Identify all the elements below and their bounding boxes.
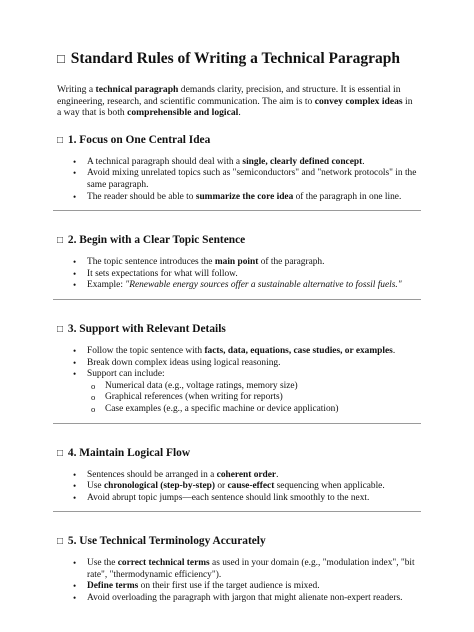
section-focus-central-idea <box>57 134 417 211</box>
item-text: sequencing when applicable. <box>274 481 385 492</box>
section-logical-flow <box>57 447 417 513</box>
section-heading <box>57 447 417 459</box>
item-text: Follow the topic sentence with <box>87 345 205 356</box>
item-text: Avoid abrupt topic jumps—each sentence should link smoothly to the next. <box>87 492 370 503</box>
section-heading-text: 1. Focus on One Central Idea <box>67 133 211 146</box>
section-relevant-details <box>57 323 417 424</box>
document-title-text: Standard Rules of Writing a Technical Paragraph <box>70 50 401 67</box>
document-page <box>57 50 417 605</box>
item-text: Sentences should be arranged in a <box>87 469 217 480</box>
list-item <box>57 493 417 505</box>
item-text: . <box>392 345 396 356</box>
item-bold: coherent order <box>216 469 277 480</box>
sub-list-item: o Case examples (e.g., a specific machine or device application) <box>87 404 417 416</box>
intro-text: . <box>238 107 241 119</box>
list-item <box>57 269 417 281</box>
item-text: A technical paragraph should deal with a <box>87 156 243 167</box>
intro-bold: comprehensible and logical <box>127 107 239 119</box>
item-text: Support can include: <box>87 369 165 380</box>
item-text: Example: <box>87 280 126 291</box>
section-heading-text: 4. Maintain Logical Flow <box>67 446 191 459</box>
intro-text: in a way that is both <box>57 95 413 119</box>
bullet-list <box>57 470 417 505</box>
list-item <box>57 470 417 482</box>
list-item <box>57 168 417 191</box>
item-text: The reader should be able to <box>87 191 196 202</box>
missing-glyph-icon: □ <box>57 536 64 548</box>
item-bold: summarize the core idea <box>195 191 294 202</box>
document-title <box>57 50 417 68</box>
missing-glyph-icon: □ <box>57 235 64 247</box>
item-text: Use <box>87 481 104 492</box>
bullet-list <box>57 257 417 292</box>
sub-list-item: o Graphical references (when writing for reports) <box>87 392 417 404</box>
item-bold: single, clearly defined concept <box>242 156 363 167</box>
item-bold: chronological (step-by-step) <box>103 481 215 492</box>
intro-bold: convey complex ideas <box>314 95 403 107</box>
intro-bold: technical paragraph <box>95 84 179 95</box>
item-bold: main point <box>214 257 259 268</box>
item-bold: facts, data, equations, case studies, or examples <box>204 345 393 356</box>
list-item <box>57 346 417 358</box>
item-italic-example: "Renewable energy sources offer a sustainable alternative to fossil fuels." <box>125 280 402 291</box>
list-item <box>57 558 417 581</box>
item-text: of the paragraph. <box>258 257 325 268</box>
list-item <box>57 358 417 370</box>
section-heading <box>57 234 417 246</box>
intro-paragraph <box>57 84 417 119</box>
item-text: of the paragraph in one line. <box>293 191 402 202</box>
item-text: . <box>276 469 279 480</box>
item-text: It sets expectations for what will follow. <box>87 268 238 279</box>
item-text: Use the <box>87 558 118 569</box>
item-text: on their first use if the target audience is mixed. <box>138 581 320 592</box>
item-text: Avoid overloading the paragraph with jargon that might alienate non-expert readers. <box>87 593 403 604</box>
list-item <box>57 481 417 493</box>
list-item <box>57 192 417 204</box>
section-heading-text: 5. Use Technical Terminology Accurately <box>67 535 266 548</box>
list-item <box>57 257 417 269</box>
bullet-list <box>57 157 417 203</box>
list-item <box>57 280 417 292</box>
sub-list-item: o Numerical data (e.g., voltage ratings, memory size) <box>87 381 417 393</box>
item-bold: Define terms <box>87 581 139 592</box>
section-topic-sentence <box>57 234 417 300</box>
missing-glyph-icon: □ <box>57 323 64 335</box>
item-bold: cause-effect <box>227 481 275 492</box>
bullet-list <box>57 558 417 604</box>
list-item <box>57 369 417 415</box>
item-text: as used in your domain (e.g., "modulation index", "bit rate", "thermodynamic efficiency"). <box>87 558 415 580</box>
section-heading <box>57 323 417 335</box>
sub-bullet-list <box>87 381 417 416</box>
missing-glyph-icon: □ <box>57 447 64 459</box>
section-heading-text: 2. Begin with a Clear Topic Sentence <box>67 234 246 247</box>
item-text: Avoid mixing unrelated topics such as "semiconductors" and "network protocols" in the same paragraph. <box>87 168 417 190</box>
bullet-list <box>57 346 417 416</box>
section-heading-text: 3. Support with Relevant Details <box>67 322 226 335</box>
item-bold: correct technical terms <box>117 558 210 569</box>
missing-glyph-icon: □ <box>57 134 64 146</box>
section-technical-terminology <box>57 535 417 604</box>
section-heading <box>57 535 417 547</box>
intro-text: demands clarity, precision, and structure. It is essential in engineering, research, and scientific communication. The aim is to <box>57 84 401 107</box>
section-heading <box>57 134 417 146</box>
item-text: The topic sentence introduces the <box>87 257 215 268</box>
intro-text: Writing a <box>57 84 96 95</box>
missing-glyph-icon: □ <box>57 51 65 66</box>
list-item <box>57 593 417 605</box>
item-text: Break down complex ideas using logical reasoning. <box>87 357 281 368</box>
item-text: or <box>214 481 228 492</box>
item-text: . <box>362 156 365 167</box>
list-item <box>57 157 417 169</box>
list-item <box>57 581 417 593</box>
